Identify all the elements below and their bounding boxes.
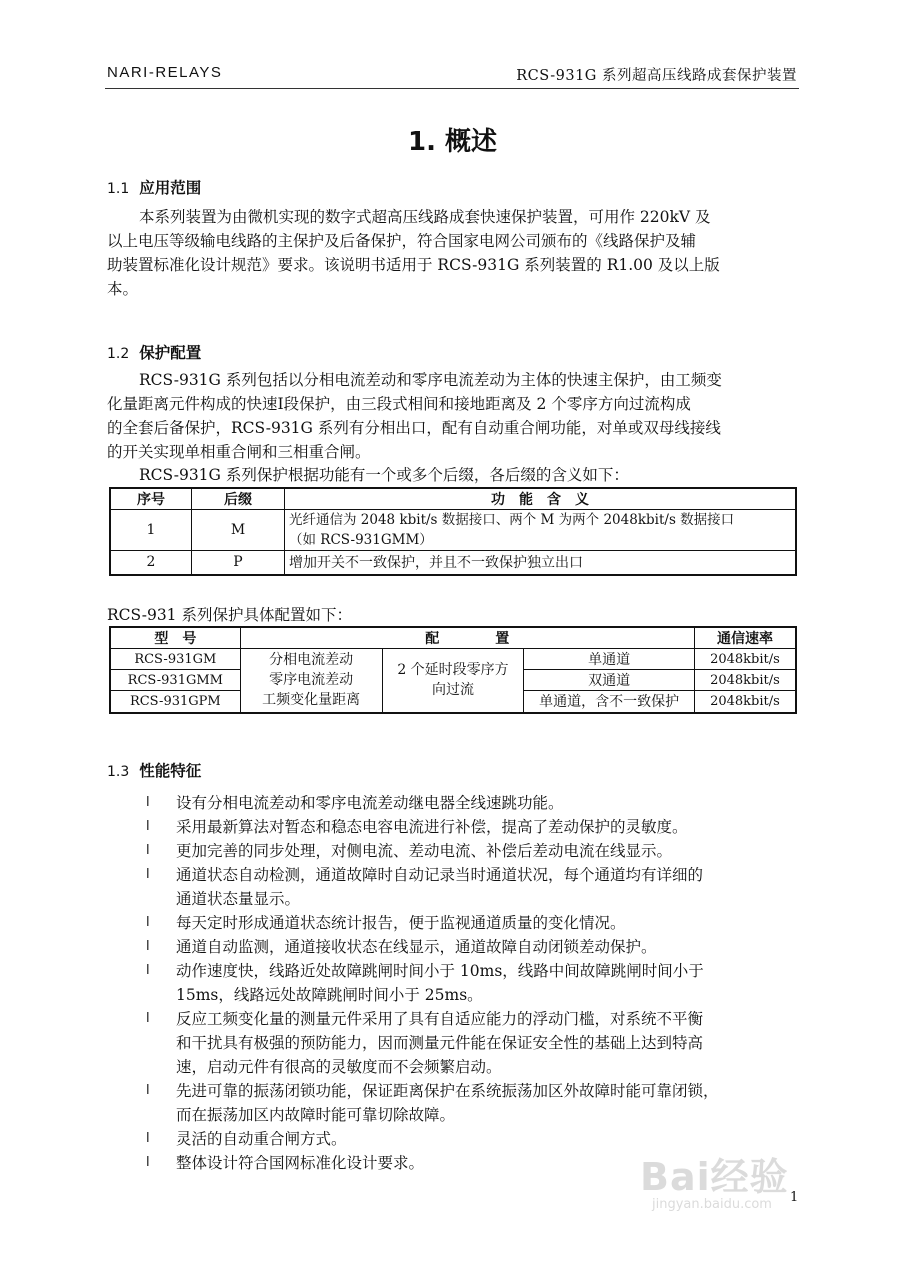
bullet-icon: l bbox=[146, 843, 150, 858]
table-cell: 增加开关不一致保护，并且不一致保护独立出口 bbox=[285, 551, 797, 575]
cell-line: 向过流 bbox=[431, 682, 474, 699]
paragraph-line: 本系列装置为由微机实现的数字式超高压线路成套快速保护装置，可用作 220kV 及 bbox=[139, 208, 711, 226]
bullet-icon: l bbox=[146, 1011, 150, 1026]
watermark-url: jingyan.baidu.com bbox=[652, 1197, 772, 1212]
table-row bbox=[110, 649, 796, 670]
bullet-icon: l bbox=[146, 1131, 150, 1146]
list-item bbox=[146, 1079, 800, 1127]
bullet-icon: l bbox=[146, 963, 150, 978]
item-line: 速，启动元件有很高的灵敏度而不会频繁启动。 bbox=[176, 1058, 502, 1076]
item-line: 反应工频变化量的测量元件采用了具有自适应能力的浮动门槛，对系统不平衡 bbox=[176, 1010, 704, 1028]
table-cell: RCS-931GMM bbox=[110, 670, 240, 691]
cell-line: 分相电流差动 bbox=[269, 652, 354, 669]
section-heading-1-2 bbox=[107, 341, 201, 363]
item-line: 通道状态自动检测，通道故障时自动记录当时通道状况，每个通道均有详细的 bbox=[176, 866, 704, 884]
table-cell: 单通道，含不一致保护 bbox=[524, 691, 694, 713]
table-cell: RCS-931GM bbox=[110, 649, 240, 670]
table-cell bbox=[240, 649, 382, 713]
list-item bbox=[146, 863, 800, 911]
chapter-title: 1. 概述 bbox=[407, 127, 498, 157]
list-item bbox=[146, 1007, 800, 1079]
paragraph-line: 的开关实现单相重合闸和三相重合闸。 bbox=[107, 443, 371, 461]
paragraph-line: 化量距离元件构成的快速Ⅰ段保护，由三段式相间和接地距离及 2 个零序方向过流构成 bbox=[107, 395, 691, 413]
section-number: 1.2 bbox=[107, 346, 130, 362]
table-header-cell: 功 能 含 义 bbox=[285, 488, 797, 510]
table-header-row bbox=[110, 488, 796, 510]
item-line: 15ms，线路远处故障跳闸时间小于 25ms。 bbox=[176, 986, 483, 1004]
item-line: 灵活的自动重合闸方式。 bbox=[176, 1130, 347, 1148]
table-header-cell: 通信速率 bbox=[694, 627, 796, 649]
list-item bbox=[146, 959, 800, 1007]
item-line: 通道自动监测，通道接收状态在线显示，通道故障自动闭锁差动保护。 bbox=[176, 938, 657, 956]
feature-list bbox=[146, 791, 800, 1175]
table-header-cell: 配 置 bbox=[240, 627, 694, 649]
table-cell: P bbox=[192, 551, 285, 575]
table-header-cell: 后缀 bbox=[192, 488, 285, 510]
section-heading-1-1 bbox=[107, 176, 201, 198]
header-brand: NARI-RELAYS bbox=[107, 64, 223, 81]
table-row bbox=[110, 551, 796, 575]
item-line: 设有分相电流差动和零序电流差动继电器全线速跳功能。 bbox=[176, 794, 564, 812]
section-1-2-paragraph bbox=[107, 368, 799, 486]
table-header-cell: 序号 bbox=[110, 488, 192, 510]
bullet-icon: l bbox=[146, 1155, 150, 1170]
list-item bbox=[146, 911, 800, 935]
watermark-logo bbox=[640, 1146, 789, 1212]
bullet-icon: l bbox=[146, 819, 150, 834]
table-row bbox=[110, 510, 796, 551]
paragraph-line: 以上电压等级输电线路的主保护及后备保护，符合国家电网公司颁布的《线路保护及辅 bbox=[107, 232, 697, 250]
page-number: 1 bbox=[790, 1190, 799, 1205]
item-line: 采用最新算法对暂态和稳态电容电流进行补偿，提高了差动保护的灵敏度。 bbox=[176, 818, 688, 836]
table-cell: 双通道 bbox=[524, 670, 694, 691]
table-cell: RCS-931GPM bbox=[110, 691, 240, 713]
paragraph-line: 本。 bbox=[107, 280, 139, 298]
section-number: 1.3 bbox=[107, 764, 130, 780]
bullet-icon: l bbox=[146, 1083, 150, 1098]
section-title: 性能特征 bbox=[139, 762, 202, 780]
section-1-1-paragraph bbox=[107, 205, 799, 301]
table-cell: M bbox=[192, 510, 285, 551]
table-cell: 2048kbit/s bbox=[694, 691, 796, 713]
section-heading-1-3 bbox=[107, 759, 201, 781]
cell-line: 光纤通信为 2048 kbit/s 数据接口、两个 M 为两个 2048kbit/s 数据接口 bbox=[289, 512, 735, 528]
table-cell: 2 bbox=[110, 551, 192, 575]
bullet-icon: l bbox=[146, 915, 150, 930]
table-header-cell: 型 号 bbox=[110, 627, 240, 649]
paragraph-line: 的全套后备保护，RCS-931G 系列有分相出口，配有自动重合闸功能，对单或双母线接线 bbox=[107, 419, 721, 437]
list-item bbox=[146, 815, 800, 839]
paragraph-line: RCS-931G 系列保护根据功能有一个或多个后缀，各后缀的含义如下： bbox=[139, 466, 629, 484]
section-title: 保护配置 bbox=[139, 344, 202, 362]
item-line: 动作速度快，线路近处故障跳闸时间小于 10ms，线路中间故障跳闸时间小于 bbox=[176, 962, 704, 980]
item-line: 更加完善的同步处理，对侧电流、差动电流、补偿后差动电流在线显示。 bbox=[176, 842, 673, 860]
cell-line: （如 RCS-931GMM） bbox=[289, 532, 433, 548]
table-cell: 2048kbit/s bbox=[694, 670, 796, 691]
config-table bbox=[109, 626, 797, 714]
config-caption: RCS-931 系列保护具体配置如下： bbox=[107, 606, 352, 624]
header-divider bbox=[105, 88, 799, 89]
table-cell bbox=[382, 649, 524, 713]
cell-line: 工频变化量距离 bbox=[262, 692, 361, 709]
table-cell: 单通道 bbox=[524, 649, 694, 670]
table-header-row bbox=[110, 627, 796, 649]
item-line: 每天定时形成通道状态统计报告，便于监视通道质量的变化情况。 bbox=[176, 914, 626, 932]
suffix-table bbox=[109, 487, 797, 576]
list-item bbox=[146, 839, 800, 863]
list-item bbox=[146, 791, 800, 815]
table-cell bbox=[285, 510, 797, 551]
cell-line: 零序电流差动 bbox=[269, 672, 354, 689]
section-title: 应用范围 bbox=[139, 179, 202, 197]
item-line: 而在振荡加区内故障时能可靠切除故障。 bbox=[176, 1106, 456, 1124]
header-doc-title: RCS-931G 系列超高压线路成套保护装置 bbox=[516, 68, 797, 84]
item-line: 和干扰具有极强的预防能力，因而测量元件能在保证安全性的基础上达到特高 bbox=[176, 1034, 704, 1052]
watermark-main: Bai经验 bbox=[640, 1155, 789, 1199]
bullet-icon: l bbox=[146, 867, 150, 882]
paragraph-line: RCS-931G 系列包括以分相电流差动和零序电流差动为主体的快速主保护，由工频变 bbox=[139, 371, 722, 389]
list-item bbox=[146, 935, 800, 959]
bullet-icon: l bbox=[146, 795, 150, 810]
item-line: 整体设计符合国网标准化设计要求。 bbox=[176, 1154, 425, 1172]
table-cell: 2048kbit/s bbox=[694, 649, 796, 670]
cell-line: 2 个延时段零序方 bbox=[397, 662, 509, 679]
table-cell: 1 bbox=[110, 510, 192, 551]
item-line: 先进可靠的振荡闭锁功能，保证距离保护在系统振荡加区外故障时能可靠闭锁， bbox=[176, 1082, 719, 1100]
bullet-icon: l bbox=[146, 939, 150, 954]
section-number: 1.1 bbox=[107, 181, 130, 197]
paragraph-line: 助装置标准化设计规范》要求。该说明书适用于 RCS-931G 系列装置的 R1.00 及以上版 bbox=[107, 256, 720, 274]
item-line: 通道状态量显示。 bbox=[176, 890, 301, 908]
